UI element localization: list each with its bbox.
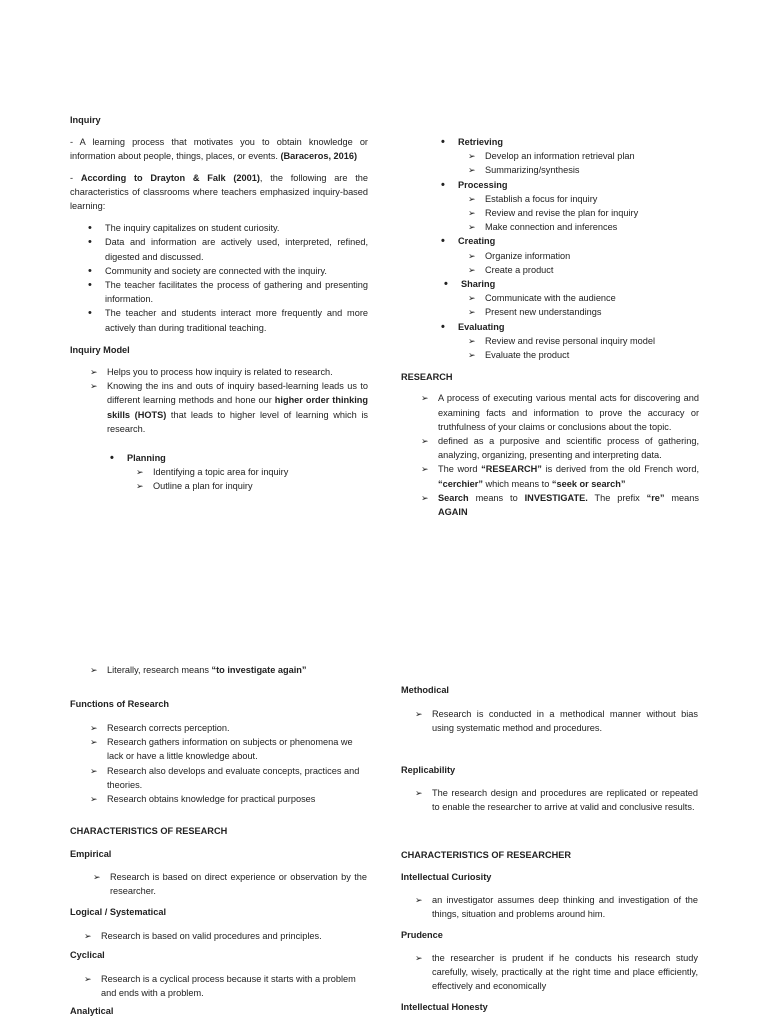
inquiry-definition-text: - A learning process that motivates you to obtain knowledge or information about people, things, places, or events. xyxy=(70,137,368,162)
list-item: ➢ an investigator assumes deep thinking and investigation of the things, situation and problems around him. xyxy=(432,893,698,921)
stage-label-creating: • Creating xyxy=(458,234,699,248)
list-item: ➢ Research gathers information on subjects or phenomena we lack or have a little knowledge about. xyxy=(107,735,368,763)
list-item xyxy=(107,663,367,677)
stage-label-sharing: • Sharing xyxy=(461,277,699,291)
list-item: ➢ Summarizing/synthesis xyxy=(485,163,699,177)
list-item: ➢ Make connection and inferences xyxy=(485,220,699,234)
again-term: AGAIN xyxy=(438,507,468,518)
research-term: “RESEARCH” xyxy=(481,464,542,475)
functions-heading: Functions of Research xyxy=(70,699,170,709)
inquiry-heading: Inquiry xyxy=(70,115,101,125)
creating-items xyxy=(485,249,699,277)
list-item: • Community and society are connected with the inquiry. xyxy=(105,264,368,278)
drayton-prefix: - xyxy=(70,172,81,183)
list-item xyxy=(107,379,368,436)
list-item: ➢ Develop an information retrieval plan xyxy=(485,149,699,163)
page1-left-column xyxy=(70,113,368,494)
list-item: ➢ the researcher is prudent if he conducts his research study carefully, wisely, practically at the right time and place efficiently, effectively and economically xyxy=(432,951,698,994)
stage-processing xyxy=(458,178,699,192)
inquiry-model-list xyxy=(107,365,368,436)
stage-sharing xyxy=(461,277,699,291)
list-item: ➢ Research corrects perception. xyxy=(107,721,368,735)
list-item: ➢ Establish a focus for inquiry xyxy=(485,192,699,206)
list-item: ➢ Research is conducted in a methodical manner without bias using systematic method and procedures. xyxy=(432,707,698,735)
seek-term: “seek or search” xyxy=(551,478,626,489)
stage-creating xyxy=(458,234,699,248)
list-item: ➢ A process of executing various mental acts for discovering and examining facts and information to prove the accuracy or truthfulness of your claims or conclusions about the topic. xyxy=(438,391,699,434)
stage-label-processing: • Processing xyxy=(458,178,699,192)
curiosity-list xyxy=(432,893,698,921)
empirical-list xyxy=(110,870,367,898)
inquiry-model-heading: Inquiry Model xyxy=(70,344,130,355)
cyclical-list xyxy=(101,972,367,1000)
empirical-heading: Empirical xyxy=(70,849,112,859)
list-item: ➢ The research design and procedures are replicated or repeated to enable the researcher to arrive at valid and conclusive results. xyxy=(432,786,698,814)
research-text: means xyxy=(664,492,699,503)
list-item: ➢ Identifying a topic area for inquiry xyxy=(153,465,368,479)
list-item: ➢ Communicate with the audience xyxy=(485,291,699,305)
list-item: • The teacher facilitates the process of gathering and presenting information. xyxy=(105,278,368,306)
hots-term: higher order thinking skills (HOTS) xyxy=(107,395,369,420)
re-prefix-term: “re” xyxy=(646,492,665,503)
list-item xyxy=(438,491,699,519)
drayton-text: , the following are the characteristics of classrooms where teachers emphasized inquiry-based learning: xyxy=(70,172,368,212)
literally-text: Literally, research means xyxy=(107,665,212,675)
drayton-citation: According to Drayton & Falk (2001) xyxy=(80,172,260,183)
curiosity-heading: Intellectual Curiosity xyxy=(401,872,492,882)
inquiry-model-text: Knowing the ins and outs of inquiry based-learning leads us to different learning methods and hone our xyxy=(107,381,368,406)
prudence-heading: Prudence xyxy=(401,930,443,940)
list-item: • Data and information are actively used, interpreted, refined, digested and discussed. xyxy=(105,235,368,263)
list-item: ➢ Research is based on direct experience or observation by the researcher. xyxy=(110,870,367,898)
list-item: ➢ Review and revise the plan for inquiry xyxy=(485,206,699,220)
list-item: ➢ Review and revise personal inquiry model xyxy=(485,334,699,348)
list-item: • The teacher and students interact more frequently and more actively than during traditional teaching. xyxy=(105,306,368,334)
functions-list xyxy=(107,721,368,806)
sharing-items xyxy=(485,291,699,319)
list-item: ➢ Research is a cyclical process because it starts with a problem and ends with a problem. xyxy=(101,972,367,1000)
inquiry-definition-cite: (Baraceros, 2016) xyxy=(280,151,358,162)
cerchier-term: “cerchier” xyxy=(438,478,483,489)
list-item: ➢ Create a product xyxy=(485,263,699,277)
research-text: is derived from the old French word, xyxy=(541,464,699,475)
investigate-term: INVESTIGATE. xyxy=(524,492,588,503)
inquiry-stages-list xyxy=(458,135,699,149)
page1-right-column xyxy=(401,135,699,519)
replicability-list xyxy=(432,786,698,814)
replicability-heading: Replicability xyxy=(401,765,456,775)
list-item xyxy=(438,462,699,490)
retrieving-items xyxy=(485,149,699,177)
stage-label-planning: • Planning xyxy=(127,451,368,465)
list-item: ➢ Evaluate the product xyxy=(485,348,699,362)
literally-list xyxy=(107,663,367,677)
prudence-list xyxy=(432,951,698,994)
processing-items xyxy=(485,192,699,235)
search-term: Search xyxy=(438,492,469,503)
drayton-paragraph xyxy=(70,171,368,214)
honesty-heading: Intellectual Honesty xyxy=(401,1002,488,1012)
list-item: ➢ Research obtains knowledge for practical purposes xyxy=(107,792,368,806)
planning-items xyxy=(153,465,368,493)
stage-label-evaluating: • Evaluating xyxy=(458,320,699,334)
analytical-heading: Analytical xyxy=(70,1006,114,1016)
inquiry-model-text: that leads to higher level of learning which is research. xyxy=(107,409,368,434)
research-text: The word xyxy=(438,464,482,475)
list-item: • The inquiry capitalizes on student curiosity. xyxy=(105,221,368,235)
logical-heading: Logical / Systematical xyxy=(70,907,166,917)
methodical-list xyxy=(432,707,698,735)
research-text: means to xyxy=(468,492,525,503)
list-item: ➢ Research also develops and evaluate concepts, practices and theories. xyxy=(107,764,368,792)
stage-evaluating xyxy=(458,320,699,334)
inquiry-characteristics-list xyxy=(105,221,368,335)
research-definition-list xyxy=(438,391,699,519)
planning-stage xyxy=(127,451,368,465)
stage-label-retrieving: • Retrieving xyxy=(458,135,699,149)
literally-quote: “to investigate again” xyxy=(211,665,307,675)
list-item: ➢ defined as a purposive and scientific process of gathering, analyzing, organizing, presenting and interpreting data. xyxy=(438,434,699,462)
logical-list xyxy=(101,929,367,943)
research-heading: RESEARCH xyxy=(401,372,453,383)
cyclical-heading: Cyclical xyxy=(70,950,105,960)
list-item: ➢ Outline a plan for inquiry xyxy=(153,479,368,493)
inquiry-definition xyxy=(70,135,368,163)
list-item: ➢ Organize information xyxy=(485,249,699,263)
methodical-heading: Methodical xyxy=(401,685,449,695)
list-item: ➢ Present new understandings xyxy=(485,305,699,319)
characteristics-research-heading: CHARACTERISTICS OF RESEARCH xyxy=(70,826,228,836)
list-item: ➢ Research is based on valid procedures and principles. xyxy=(101,929,367,943)
research-text: The prefix xyxy=(587,492,647,503)
list-item: ➢ Helps you to process how inquiry is related to research. xyxy=(107,365,368,379)
evaluating-items xyxy=(485,334,699,362)
characteristics-researcher-heading: CHARACTERISTICS OF RESEARCHER xyxy=(401,850,571,860)
research-text: which means to xyxy=(482,478,552,489)
